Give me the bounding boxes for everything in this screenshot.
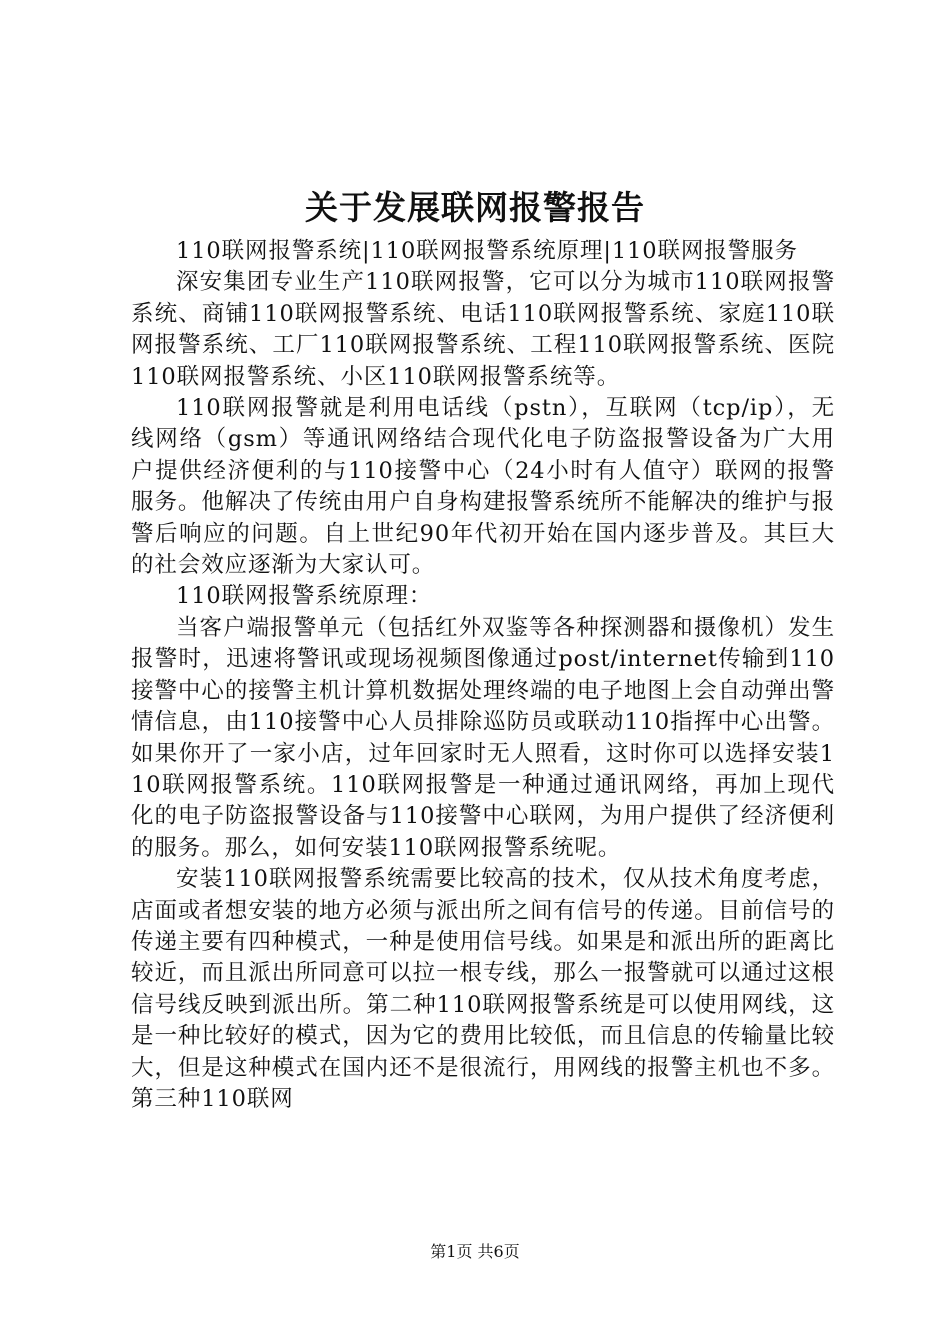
body-paragraph: 当客户端报警单元（包括红外双鉴等各种探测器和摄像机）发生报警时，迅速将警讯或现场视频图像通过post/internet传输到110接警中心的接警主机计算机数据处理终端的电子地图上会自动弹出警情信息，由110接警中心人员排除巡防员或联动110指挥中心出警。如果你开了一家小店，过年回家时无人照看，这时你可以选择安装110联网报警系统。110联网报警是一种通过通讯网络，再加上现代化的电子防盗报警设备与110接警中心联网，为用户提供了经济便利的服务。那么，如何安装110联网报警系统呢。 (131, 614, 835, 861)
page-footer: 第1页 共6页 (430, 1242, 520, 1261)
section-heading: 110联网报警系统原理： (176, 583, 433, 610)
body-paragraph: 110联网报警就是利用电话线（pstn），互联网（tcp/ip），无线网络（gsm）等通讯网络结合现代化电子防盗报警设备为广大用户提供经济便利的与110接警中心（24小时有人值守）联网的报警服务。他解决了传统由用户自身构建报警系统所不能解决的维护与报警后响应的问题。自上世纪90年代初开始在国内逐步普及。其巨大的社会效应逐渐为大家认可。 (131, 395, 835, 579)
body-paragraph: 安装110联网报警系统需要比较高的技术，仅从技术角度考虑，店面或者想安装的地方必须与派出所之间有信号的传递。目前信号的传递主要有四种模式，一种是使用信号线。如果是和派出所的距离比较近，而且派出所同意可以拉一根专线，那么一报警就可以通过这根信号线反映到派出所。第二种110联网报警系统是可以使用网线，这是一种比较好的模式，因为它的费用比较低，而且信息的传输量比较大，但是这种模式在国内还不是很流行，用网线的报警主机也不多。第三种110联网 (131, 866, 835, 1112)
document-body (131, 236, 835, 1115)
keywords-paragraph: 110联网报警系统|110联网报警系统原理|110联网报警服务 (176, 238, 798, 264)
document-title: 关于发展联网报警报告 (305, 188, 645, 227)
body-paragraph: 深安集团专业生产110联网报警，它可以分为城市110联网报警系统、商铺110联网报警系统、电话110联网报警系统、家庭110联网报警系统、工厂110联网报警系统、工程110联网报警系统、医院110联网报警系统、小区110联网报警系统等。 (131, 269, 835, 390)
